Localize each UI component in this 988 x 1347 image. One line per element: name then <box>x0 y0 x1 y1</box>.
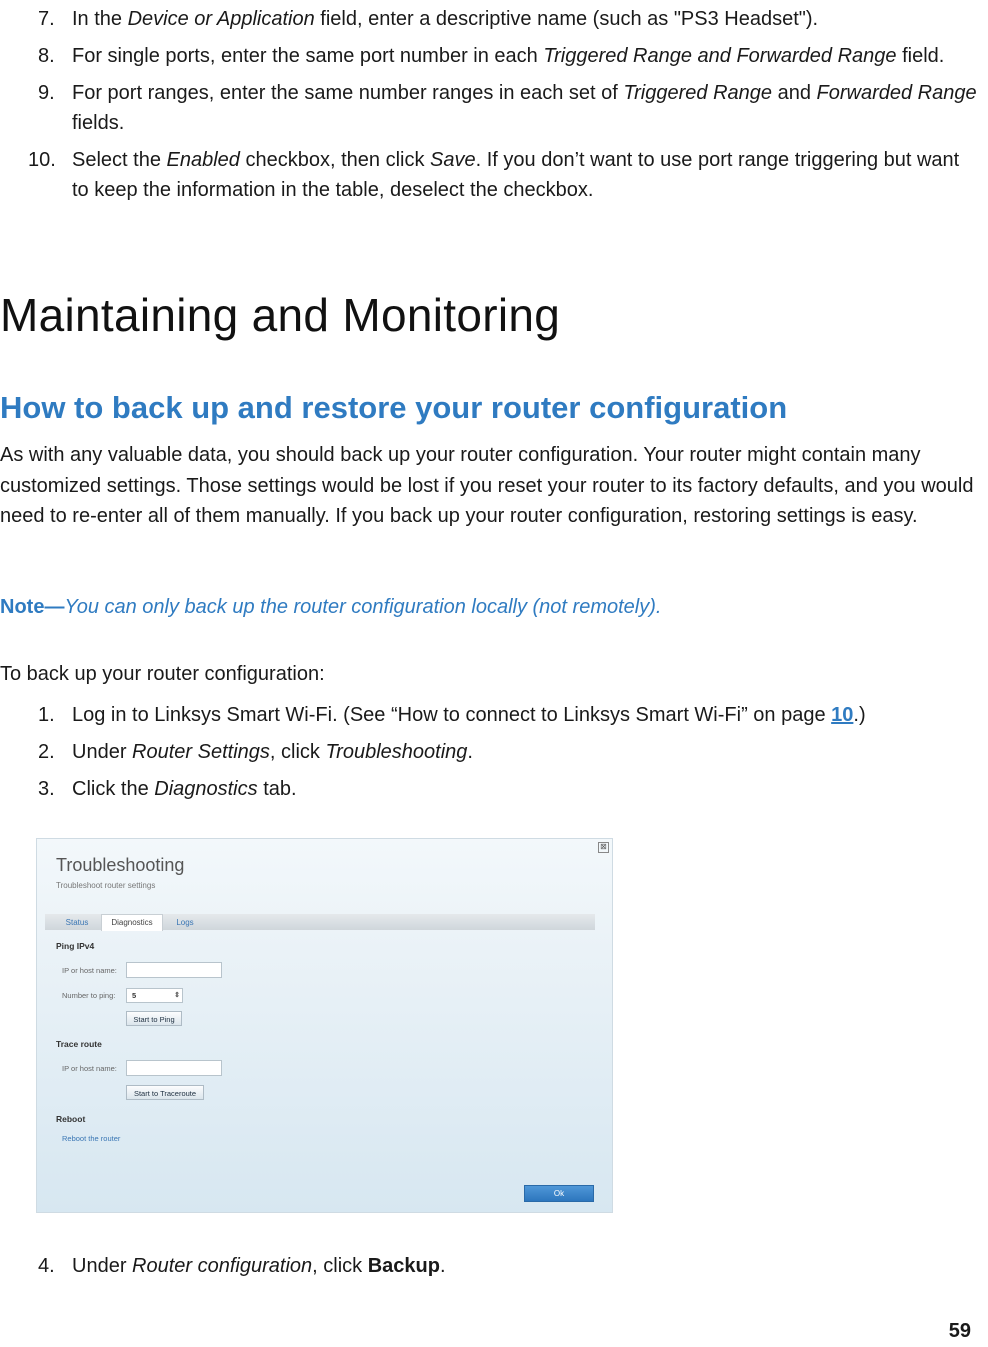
step-number: 8. <box>38 45 55 67</box>
close-icon: ⊠ <box>598 842 609 853</box>
troubleshooting-screenshot <box>36 838 613 1213</box>
steps-list-top <box>0 4 980 212</box>
note-text: You can only back up the router configuration locally (not remotely). <box>64 596 662 618</box>
text-run: .) <box>853 704 866 726</box>
step-text <box>72 145 980 205</box>
trace-heading: Trace route <box>56 1039 102 1049</box>
emphasis: Diagnostics <box>154 778 258 800</box>
list-item <box>0 41 980 71</box>
page-number: 59 <box>948 1320 971 1342</box>
step-number: 7. <box>38 8 55 30</box>
ok-button: Ok <box>524 1185 594 1202</box>
text-run: and <box>772 82 817 104</box>
text-run: , click <box>269 741 326 763</box>
step-number: 2. <box>38 741 55 763</box>
trace-ip-input <box>126 1060 222 1076</box>
text-run: For single ports, enter the same port number in each <box>72 45 544 67</box>
emphasis: Enabled <box>166 149 240 171</box>
list-item <box>0 78 980 138</box>
start-ping-button: Start to Ping <box>126 1011 182 1026</box>
text-run: Select the <box>72 149 167 171</box>
list-item <box>0 737 980 767</box>
steps-list-bottom <box>0 1251 980 1288</box>
step-number: 10. <box>28 149 56 171</box>
stepper-icon: ⇕ <box>174 992 180 999</box>
note <box>0 596 661 619</box>
intro-paragraph: As with any valuable data, you should back up your router configuration. Your router might contain many customized settings. Those settings would be lost if you reset your router to its factory defaults, and you would need to re-enter all of them manually. If you back up your router configuration, restoring settings is easy. <box>0 444 974 527</box>
procedure-intro: To back up your router configuration: <box>0 663 325 685</box>
step-text <box>72 41 980 71</box>
text-run: checkbox, then click <box>239 149 431 171</box>
tab-logs: Logs <box>176 918 194 927</box>
text-run: field. <box>896 45 945 67</box>
text-run: field, enter a descriptive name (such as "PS3 Headset"). <box>314 8 819 30</box>
text-run: Log in to Linksys Smart Wi-Fi. (See “How to connect to Linksys Smart Wi-Fi” on page <box>72 704 832 726</box>
dialog-subtitle: Troubleshoot router settings <box>56 881 156 890</box>
note-label: Note— <box>0 596 65 618</box>
list-item <box>0 4 980 34</box>
dialog-title: Troubleshooting <box>56 855 185 875</box>
list-item <box>0 145 980 205</box>
number-value: 5 <box>132 991 137 1000</box>
start-traceroute-button: Start to Traceroute <box>126 1085 204 1100</box>
tab-diagnostics: Diagnostics <box>101 914 163 931</box>
text-run: . <box>439 1255 446 1277</box>
text-run: Click the <box>72 778 155 800</box>
text-run: . <box>467 741 473 763</box>
subsection-heading: How to back up and restore your router configuration <box>0 390 788 425</box>
emphasis: Troubleshooting <box>325 741 468 763</box>
step-text <box>72 774 980 804</box>
emphasis: Save <box>430 149 476 171</box>
step-text <box>72 1251 980 1281</box>
strong-text: Backup <box>367 1255 440 1277</box>
section-heading: Maintaining and Monitoring <box>0 289 561 341</box>
text-run: Under <box>72 1255 133 1277</box>
emphasis: Triggered Range <box>623 82 773 104</box>
steps-list-mid <box>0 700 980 811</box>
text-run: In the <box>72 8 128 30</box>
text-run: Under <box>72 741 133 763</box>
tab-status: Status <box>65 918 89 927</box>
emphasis: Router Settings <box>132 741 270 763</box>
reboot-heading: Reboot <box>56 1114 86 1124</box>
list-item <box>0 774 980 804</box>
step-text <box>72 737 980 767</box>
step-number: 1. <box>38 704 55 726</box>
step-text <box>72 4 980 34</box>
emphasis: Router configuration <box>132 1255 313 1277</box>
trace-ip-label: IP or host name: <box>62 1064 117 1073</box>
step-number: 4. <box>38 1255 55 1277</box>
emphasis: Triggered Range and Forwarded Range <box>543 45 897 67</box>
reboot-link: Reboot the router <box>62 1134 121 1143</box>
ping-heading: Ping IPv4 <box>56 941 95 951</box>
step-text <box>72 78 980 138</box>
step-number: 9. <box>38 82 55 104</box>
text-run: . If you don’t want to use port range triggering but want to keep the information in the table, deselect the checkbox. <box>72 149 960 201</box>
text-run: fields. <box>72 112 125 134</box>
text-run: For port ranges, enter the same number ranges in each set of <box>72 82 624 104</box>
page-link[interactable]: 10 <box>831 704 854 726</box>
ip-input <box>126 962 222 978</box>
step-number: 3. <box>38 778 55 800</box>
emphasis: Forwarded Range <box>816 82 977 104</box>
text-run: , click <box>312 1255 368 1277</box>
ip-label: IP or host name: <box>62 966 117 975</box>
number-label: Number to ping: <box>62 991 116 1000</box>
emphasis: Device or Application <box>127 8 315 30</box>
text-run: tab. <box>257 778 297 800</box>
number-select <box>126 988 183 1003</box>
list-item <box>0 1251 980 1281</box>
list-item <box>0 700 980 730</box>
step-text <box>72 700 980 730</box>
